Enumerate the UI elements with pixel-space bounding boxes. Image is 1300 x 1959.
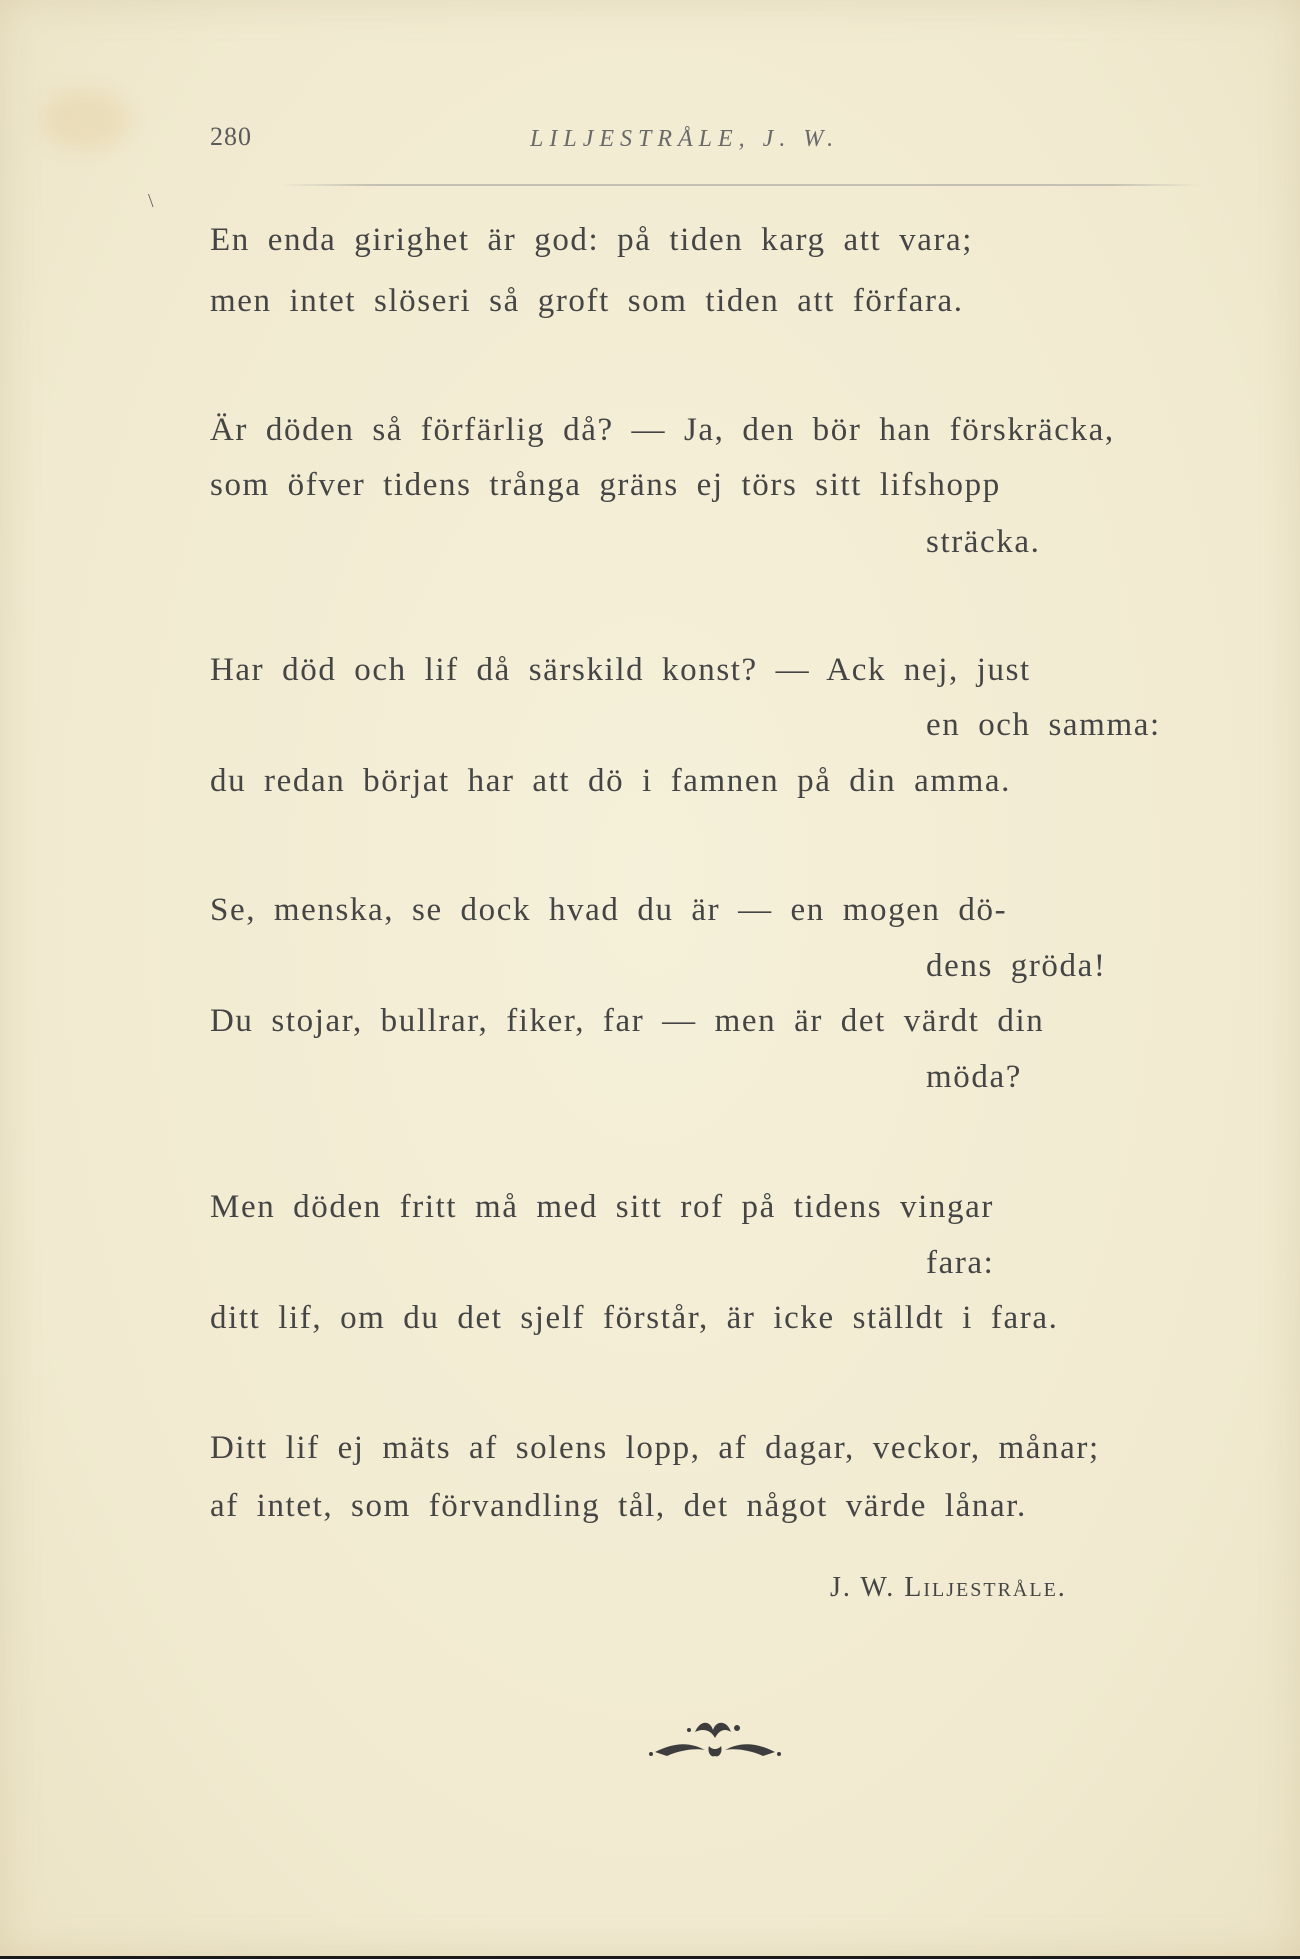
- poem-line: som öfver tidens trånga gräns ej törs sitt lifshopp: [210, 467, 1001, 503]
- poem-line: men intet slöseri så groft som tiden att förfara.: [210, 283, 964, 319]
- poem-line: af intet, som förvandling tål, det något värde lånar.: [210, 1488, 1027, 1524]
- page-number: 280: [210, 122, 252, 151]
- poem-line-continuation: en och samma:: [926, 707, 1161, 743]
- margin-mark: \: [148, 190, 154, 212]
- poem-line: Är döden så förfärlig då? — Ja, den bör han förskräcka,: [210, 412, 1115, 448]
- poem-line: Ditt lif ej mäts af solens lopp, af dagar, veckor, månar;: [210, 1430, 1100, 1466]
- header-rule: [280, 184, 1200, 186]
- poem-line: Du stojar, bullrar, fiker, far — men är det värdt din: [210, 1003, 1045, 1039]
- paper-stain: [40, 90, 130, 150]
- running-head: LILJESTRÅLE, J. W.: [530, 126, 840, 152]
- poem-line: Har död och lif då särskild konst? — Ack nej, just: [210, 652, 1031, 688]
- poem-line-continuation: fara:: [926, 1245, 995, 1281]
- poem-line: du redan börjat har att dö i famnen på din amma.: [210, 763, 1011, 799]
- poem-line-continuation: sträcka.: [926, 524, 1041, 560]
- poem-line-continuation: möda?: [926, 1059, 1022, 1095]
- poem-line: En enda girighet är god: på tiden karg att vara;: [210, 222, 974, 258]
- tailpiece-ornament-icon: [645, 1712, 785, 1772]
- poem-line: Men döden fritt må med sitt rof på tidens vingar: [210, 1189, 994, 1225]
- poem-line-continuation: dens gröda!: [926, 948, 1107, 984]
- author-signature: J. W. Liljestråle.: [830, 1572, 1067, 1603]
- poem-line: Se, menska, se dock hvad du är — en mogen dö-: [210, 892, 1008, 928]
- poem-line: ditt lif, om du det sjelf förstår, är icke ställdt i fara.: [210, 1300, 1059, 1336]
